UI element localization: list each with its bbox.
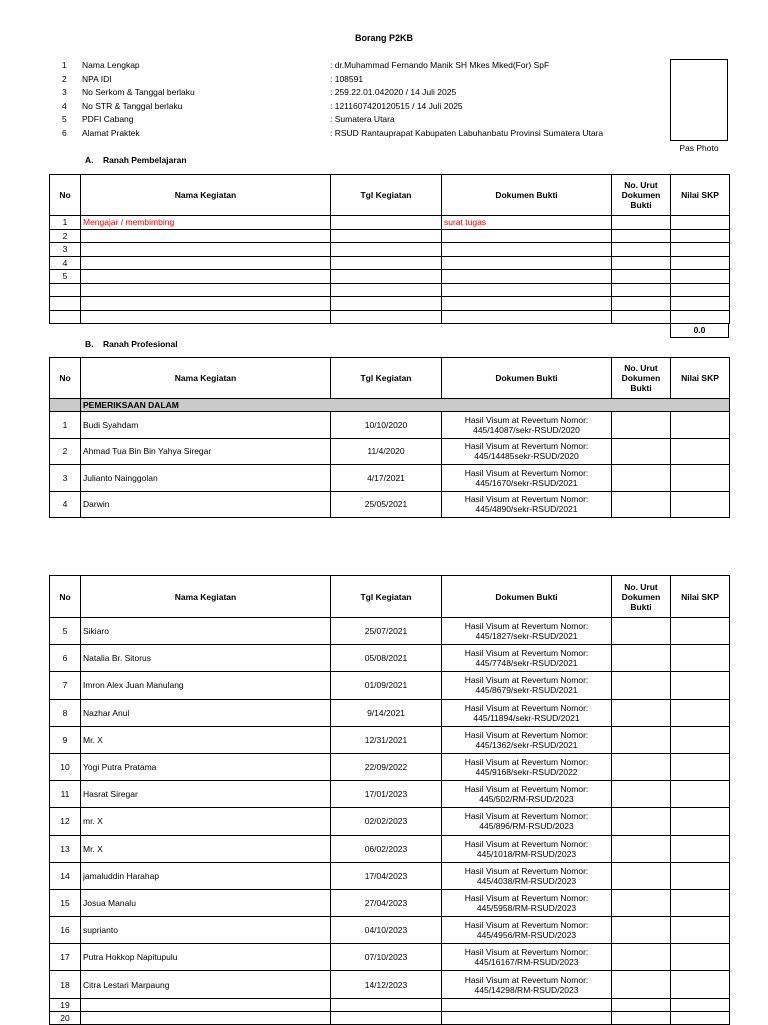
dokumen-line-2: 445/9168/sekr-RSUD/2022: [475, 767, 578, 778]
table-row: [50, 835, 730, 862]
photo-box: [670, 59, 728, 141]
section-a-title: A. Ranah Pembelajaran: [85, 155, 187, 165]
dokumen-line-1: Hasil Visum at Revertum Nomor:: [464, 467, 589, 478]
info-row: [62, 100, 662, 114]
dokumen-line-2: 445/14087/sekr-RSUD/2020: [473, 424, 580, 435]
row-nama-kegiatan: suprianto: [81, 917, 331, 944]
info-value: : 259.22.01.042020 / 14 Juli 2025: [330, 87, 457, 98]
row-dokumen-bukti: [442, 917, 612, 944]
row-dokumen-bukti: [442, 243, 612, 257]
row-tgl-kegiatan: [331, 1011, 442, 1024]
dokumen-line-2: 445/1670/sekr-RSUD/2021: [475, 477, 578, 488]
table-row: [50, 229, 730, 243]
row-no-urut: [612, 753, 671, 780]
row-dokumen-bukti: [442, 699, 612, 726]
row-no-urut: [612, 618, 671, 645]
row-tgl-kegiatan: 4/17/2021: [331, 465, 442, 492]
row-nama-kegiatan: Yogi Putra Pratama: [81, 753, 331, 780]
header-nama-kegiatan: Nama Kegiatan: [81, 175, 331, 216]
row-no-urut: [612, 297, 671, 311]
row-no: 5: [50, 270, 81, 284]
row-nilai-skp: [671, 216, 730, 230]
row-tgl-kegiatan: [331, 297, 442, 311]
table-row: [50, 889, 730, 916]
table-header-row: [50, 175, 730, 216]
table-row: [50, 862, 730, 889]
row-no-urut: [612, 889, 671, 916]
document-title: Borang P2KB: [354, 33, 413, 43]
row-no: 6: [50, 645, 81, 672]
dokumen-line-2: 445/14485sekr-RSUD/2020: [474, 451, 579, 462]
row-no-urut: [612, 998, 671, 1011]
dokumen-line-2: 445/1018/RM-RSUD/2023: [476, 848, 577, 859]
dokumen-line-2: 445/1827/sekr-RSUD/2021: [475, 631, 578, 642]
row-nilai-skp: [671, 944, 730, 971]
table-profesional: [49, 357, 730, 518]
header-nama-kegiatan: Nama Kegiatan: [81, 576, 331, 618]
dokumen-line-2: 445/1362/sekr-RSUD/2021: [475, 739, 578, 750]
row-nama-kegiatan: [81, 998, 331, 1011]
dokumen-line-2: 445/502/RM-RSUD/2023: [479, 794, 574, 805]
dokumen-line-1: Hasil Visum at Revertum Nomor:: [464, 811, 589, 822]
row-no: 4: [50, 491, 81, 518]
row-tgl-kegiatan: [331, 283, 442, 297]
category-no-cell: [50, 399, 81, 412]
row-no-urut: [612, 781, 671, 808]
row-nama-kegiatan: Darwin: [81, 491, 331, 518]
dokumen-line-1: Hasil Visum at Revertum Nomor:: [464, 494, 589, 505]
row-no-urut: [612, 465, 671, 492]
header-no-urut: No. Urut Dokumen Bukti: [612, 175, 671, 216]
row-no: 5: [50, 618, 81, 645]
dokumen-line-1: Hasil Visum at Revertum Nomor:: [464, 702, 589, 713]
row-dokumen-bukti: [442, 618, 612, 645]
header-nilai-skp: Nilai SKP: [671, 358, 730, 399]
row-nama-kegiatan: Imron Alex Juan Manulang: [81, 672, 331, 699]
table-profesional-continued: [49, 575, 730, 1025]
dokumen-line-1: Hasil Visum at Revertum Nomor:: [464, 920, 589, 931]
table-row: [50, 270, 730, 284]
row-dokumen-bukti: [442, 971, 612, 998]
table-row: [50, 412, 730, 439]
row-no: 3: [50, 465, 81, 492]
row-nama-kegiatan: [81, 283, 331, 297]
category-row: [50, 399, 730, 412]
dokumen-line-1: Hasil Visum at Revertum Nomor:: [464, 757, 589, 768]
dokumen-line-2: 445/8679/sekr-RSUD/2021: [475, 685, 578, 696]
dokumen-line-2: 445/896/RM-RSUD/2023: [479, 821, 574, 832]
row-nilai-skp: [671, 1011, 730, 1024]
row-dokumen-bukti: [442, 672, 612, 699]
dokumen-line-1: Hasil Visum at Revertum Nomor:: [464, 441, 589, 452]
table-row: [50, 491, 730, 518]
dokumen-line-1: Hasil Visum at Revertum Nomor:: [464, 648, 589, 659]
dokumen-line-1: Hasil Visum at Revertum Nomor:: [464, 729, 589, 740]
table-row: [50, 297, 730, 311]
row-no: 1: [50, 412, 81, 439]
row-nilai-skp: [671, 645, 730, 672]
row-nama-kegiatan: jamaluddin Harahap: [81, 862, 331, 889]
row-dokumen-bukti: [442, 645, 612, 672]
row-tgl-kegiatan: [331, 998, 442, 1011]
row-dokumen-bukti: [442, 726, 612, 753]
row-nama-kegiatan: [81, 310, 331, 324]
row-no-urut: [612, 412, 671, 439]
row-no: 8: [50, 699, 81, 726]
info-label: NPA IDI: [82, 73, 112, 84]
row-dokumen-bukti: [442, 781, 612, 808]
dokumen-line-2: 445/5958/RM-RSUD/2023: [476, 902, 577, 913]
row-tgl-kegiatan: [331, 229, 442, 243]
row-no: [50, 283, 81, 297]
row-nama-kegiatan: [81, 270, 331, 284]
personal-info: [62, 59, 662, 141]
row-no-urut: [612, 270, 671, 284]
info-value: : Sumatera Utara: [330, 114, 395, 125]
row-no: [50, 310, 81, 324]
row-tgl-kegiatan: 25/07/2021: [331, 618, 442, 645]
row-nilai-skp: [671, 412, 730, 439]
info-value: : RSUD Rantauprapat Kabupaten Labuhanbatu Provinsi Sumatera Utara: [330, 127, 604, 138]
table-row: [50, 243, 730, 257]
row-nama-kegiatan: Mr. X: [81, 726, 331, 753]
info-value: : 1211607420120515 / 14 Juli 2025: [330, 100, 463, 111]
table-row: [50, 753, 730, 780]
dokumen-line-1: Hasil Visum at Revertum Nomor:: [464, 414, 589, 425]
table-row: [50, 1011, 730, 1024]
row-no: 2: [50, 438, 81, 465]
row-no-urut: [612, 645, 671, 672]
info-no: 2: [62, 73, 67, 84]
row-no: 14: [50, 862, 81, 889]
row-nilai-skp: [671, 491, 730, 518]
info-label: Nama Lengkap: [82, 60, 140, 70]
row-dokumen-bukti: [442, 412, 612, 439]
header-tgl-kegiatan: Tgl Kegiatan: [331, 358, 442, 399]
dokumen-line-1: Hasil Visum at Revertum Nomor:: [464, 892, 589, 903]
dokumen-line-2: 445/4038/RM-RSUD/2023: [476, 875, 577, 886]
row-nama-kegiatan: Budi Syahdam: [81, 412, 331, 439]
table-row: [50, 672, 730, 699]
row-nama-kegiatan: Putra Hokkop Napitupulu: [81, 944, 331, 971]
row-nilai-skp: [671, 297, 730, 311]
row-nilai-skp: [671, 862, 730, 889]
row-no-urut: [612, 256, 671, 270]
dokumen-line-1: Hasil Visum at Revertum Nomor:: [464, 784, 589, 795]
row-nilai-skp: [671, 243, 730, 257]
row-dokumen-bukti: [442, 808, 612, 835]
row-nama-kegiatan: Josua Manalu: [81, 889, 331, 916]
table-row: [50, 726, 730, 753]
table-row: [50, 645, 730, 672]
row-dokumen-bukti: [442, 1011, 612, 1024]
row-tgl-kegiatan: 11/4/2020: [331, 438, 442, 465]
row-nilai-skp: [671, 998, 730, 1011]
info-label: No Serkom & Tanggal berlaku: [82, 87, 195, 98]
table-pembelajaran: [49, 174, 730, 324]
category-label: PEMERIKSAAN DALAM: [81, 399, 730, 412]
row-tgl-kegiatan: 14/12/2023: [331, 971, 442, 998]
row-tgl-kegiatan: [331, 243, 442, 257]
info-value: : 108591: [330, 73, 364, 84]
photo-label: Pas Photo: [679, 143, 719, 153]
row-dokumen-bukti: [442, 998, 612, 1011]
row-tgl-kegiatan: 02/02/2023: [331, 808, 442, 835]
row-nama-kegiatan: [81, 243, 331, 257]
row-dokumen-bukti: [442, 270, 612, 284]
row-no: 16: [50, 917, 81, 944]
info-value: : dr.Muhammad Fernando Manik SH Mkes Mked(For) SpF: [330, 60, 550, 70]
row-nama-kegiatan: Sikiaro: [81, 618, 331, 645]
row-nilai-skp: [671, 726, 730, 753]
row-dokumen-bukti: [442, 753, 612, 780]
row-tgl-kegiatan: 17/01/2023: [331, 781, 442, 808]
row-no: 7: [50, 672, 81, 699]
row-tgl-kegiatan: 25/05/2021: [331, 491, 442, 518]
info-no: 3: [62, 87, 67, 98]
row-nama-kegiatan: [81, 297, 331, 311]
header-dokumen-bukti: Dokumen Bukti: [442, 175, 612, 216]
row-nilai-skp: [671, 753, 730, 780]
row-nilai-skp: [671, 808, 730, 835]
row-no-urut: [612, 726, 671, 753]
info-no: 1: [62, 60, 67, 70]
row-no-urut: [612, 835, 671, 862]
row-tgl-kegiatan: 10/10/2020: [331, 412, 442, 439]
dokumen-line-1: Hasil Visum at Revertum Nomor:: [464, 947, 589, 958]
row-no-urut: [612, 310, 671, 324]
table-row: [50, 781, 730, 808]
header-tgl-kegiatan: Tgl Kegiatan: [331, 175, 442, 216]
row-no-urut: [612, 243, 671, 257]
row-no: 1: [50, 216, 81, 230]
row-dokumen-bukti: [442, 229, 612, 243]
row-no-urut: [612, 808, 671, 835]
row-dokumen-bukti: [442, 889, 612, 916]
row-no: [50, 297, 81, 311]
row-tgl-kegiatan: [331, 310, 442, 324]
info-row: [62, 73, 662, 87]
row-nilai-skp: [671, 971, 730, 998]
info-no: 6: [62, 127, 67, 138]
row-no-urut: [612, 229, 671, 243]
dokumen-line-2: 445/14298/RM-RSUD/2023: [474, 984, 579, 995]
row-nama-kegiatan: Julianto Nainggolan: [81, 465, 331, 492]
row-tgl-kegiatan: 12/31/2021: [331, 726, 442, 753]
header-no: No: [50, 175, 81, 216]
table-row: [50, 998, 730, 1011]
row-tgl-kegiatan: [331, 256, 442, 270]
table-row: [50, 618, 730, 645]
row-no-urut: [612, 699, 671, 726]
row-no: 19: [50, 998, 81, 1011]
header-tgl-kegiatan: Tgl Kegiatan: [331, 576, 442, 618]
row-no: 13: [50, 835, 81, 862]
row-dokumen-bukti: surat tugas: [442, 216, 612, 230]
header-nilai-skp: Nilai SKP: [671, 576, 730, 618]
row-nilai-skp: [671, 889, 730, 916]
row-nama-kegiatan: Mengajar / membimbing: [81, 216, 331, 230]
table-row: [50, 256, 730, 270]
row-dokumen-bukti: [442, 283, 612, 297]
row-dokumen-bukti: [442, 944, 612, 971]
row-nilai-skp: [671, 438, 730, 465]
row-tgl-kegiatan: 9/14/2021: [331, 699, 442, 726]
row-nama-kegiatan: Nazhar Anul: [81, 699, 331, 726]
row-tgl-kegiatan: 01/09/2021: [331, 672, 442, 699]
table-header-row: [50, 576, 730, 618]
row-dokumen-bukti: [442, 438, 612, 465]
row-no-urut: [612, 672, 671, 699]
row-no-urut: [612, 1011, 671, 1024]
row-nilai-skp: [671, 917, 730, 944]
row-tgl-kegiatan: 04/10/2023: [331, 917, 442, 944]
row-tgl-kegiatan: 07/10/2023: [331, 944, 442, 971]
table-row: [50, 917, 730, 944]
row-nama-kegiatan: Citra Lestari Marpaung: [81, 971, 331, 998]
info-label: No STR & Tanggal berlaku: [82, 100, 183, 111]
row-tgl-kegiatan: 27/04/2023: [331, 889, 442, 916]
row-tgl-kegiatan: 22/09/2022: [331, 753, 442, 780]
row-nama-kegiatan: [81, 1011, 331, 1024]
row-nilai-skp: [671, 699, 730, 726]
table-row: [50, 465, 730, 492]
row-nilai-skp: [671, 618, 730, 645]
info-row: [62, 113, 662, 127]
table-row: [50, 971, 730, 998]
row-nilai-skp: [671, 465, 730, 492]
row-no-urut: [612, 971, 671, 998]
row-dokumen-bukti: [442, 491, 612, 518]
row-dokumen-bukti: [442, 256, 612, 270]
row-no: 18: [50, 971, 81, 998]
row-no: 20: [50, 1011, 81, 1024]
dokumen-line-2: 445/11894/sekr-RSUD/2021: [473, 712, 580, 723]
row-no-urut: [612, 862, 671, 889]
row-nama-kegiatan: [81, 229, 331, 243]
dokumen-line-1: Hasil Visum at Revertum Nomor:: [464, 621, 589, 632]
row-no: 10: [50, 753, 81, 780]
row-nilai-skp: [671, 283, 730, 297]
dokumen-line-2: 445/16167/RM-RSUD/2023: [474, 957, 579, 968]
row-no: 17: [50, 944, 81, 971]
total-skp: 0.0: [670, 324, 729, 338]
info-row: [62, 86, 662, 100]
section-b-title: B. Ranah Profesional: [85, 339, 178, 349]
row-no-urut: [612, 944, 671, 971]
dokumen-line-1: Hasil Visum at Revertum Nomor:: [464, 865, 589, 876]
row-no-urut: [612, 917, 671, 944]
row-no: 2: [50, 229, 81, 243]
row-dokumen-bukti: [442, 862, 612, 889]
info-label: Alamat Praktek: [82, 127, 140, 138]
header-dokumen-bukti: Dokumen Bukti: [442, 576, 612, 618]
dokumen-line-1: Hasil Visum at Revertum Nomor:: [464, 838, 589, 849]
row-tgl-kegiatan: [331, 270, 442, 284]
row-tgl-kegiatan: 06/02/2023: [331, 835, 442, 862]
row-no-urut: [612, 283, 671, 297]
table-row: [50, 310, 730, 324]
header-no-urut: No. Urut Dokumen Bukti: [612, 576, 671, 618]
row-tgl-kegiatan: 17/04/2023: [331, 862, 442, 889]
header-nilai-skp: Nilai SKP: [671, 175, 730, 216]
row-nilai-skp: [671, 672, 730, 699]
table-row: [50, 216, 730, 230]
table-row: [50, 699, 730, 726]
dokumen-line-2: 445/4890/sekr-RSUD/2021: [475, 504, 578, 515]
dokumen-line-1: Hasil Visum at Revertum Nomor:: [464, 675, 589, 686]
header-no: No: [50, 358, 81, 399]
row-nama-kegiatan: Ahmad Tua Bin Bin Yahya Siregar: [81, 438, 331, 465]
row-no: 4: [50, 256, 81, 270]
row-nilai-skp: [671, 229, 730, 243]
row-dokumen-bukti: [442, 465, 612, 492]
header-dokumen-bukti: Dokumen Bukti: [442, 358, 612, 399]
row-nilai-skp: [671, 310, 730, 324]
header-nama-kegiatan: Nama Kegiatan: [81, 358, 331, 399]
row-nama-kegiatan: Natalia Br. Sitorus: [81, 645, 331, 672]
row-nama-kegiatan: Hasrat Siregar: [81, 781, 331, 808]
table-header-row: [50, 358, 730, 399]
info-row: [62, 59, 662, 73]
row-tgl-kegiatan: [331, 216, 442, 230]
info-label: PDFI Cabang: [82, 114, 134, 125]
table-row: [50, 944, 730, 971]
row-nama-kegiatan: mr. X: [81, 808, 331, 835]
row-tgl-kegiatan: 05/08/2021: [331, 645, 442, 672]
row-no: 15: [50, 889, 81, 916]
row-no-urut: [612, 491, 671, 518]
table-row: [50, 808, 730, 835]
row-nilai-skp: [671, 256, 730, 270]
info-row: [62, 127, 662, 141]
info-no: 5: [62, 114, 67, 125]
row-dokumen-bukti: [442, 835, 612, 862]
row-nilai-skp: [671, 781, 730, 808]
row-nama-kegiatan: Mr. X: [81, 835, 331, 862]
table-row: [50, 438, 730, 465]
row-dokumen-bukti: [442, 297, 612, 311]
dokumen-line-1: Hasil Visum at Revertum Nomor:: [464, 974, 589, 985]
row-nilai-skp: [671, 835, 730, 862]
row-no: 9: [50, 726, 81, 753]
table-row: [50, 283, 730, 297]
dokumen-line-2: 445/7748/sekr-RSUD/2021: [475, 658, 578, 669]
header-no-urut: No. Urut Dokumen Bukti: [612, 358, 671, 399]
info-no: 4: [62, 100, 67, 111]
row-no: 11: [50, 781, 81, 808]
row-dokumen-bukti: [442, 310, 612, 324]
row-no-urut: [612, 216, 671, 230]
header-no: No: [50, 576, 81, 618]
row-no: 12: [50, 808, 81, 835]
dokumen-line-2: 445/4956/RM-RSUD/2023: [476, 930, 577, 941]
row-nama-kegiatan: [81, 256, 331, 270]
row-nilai-skp: [671, 270, 730, 284]
row-no-urut: [612, 438, 671, 465]
row-no: 3: [50, 243, 81, 257]
